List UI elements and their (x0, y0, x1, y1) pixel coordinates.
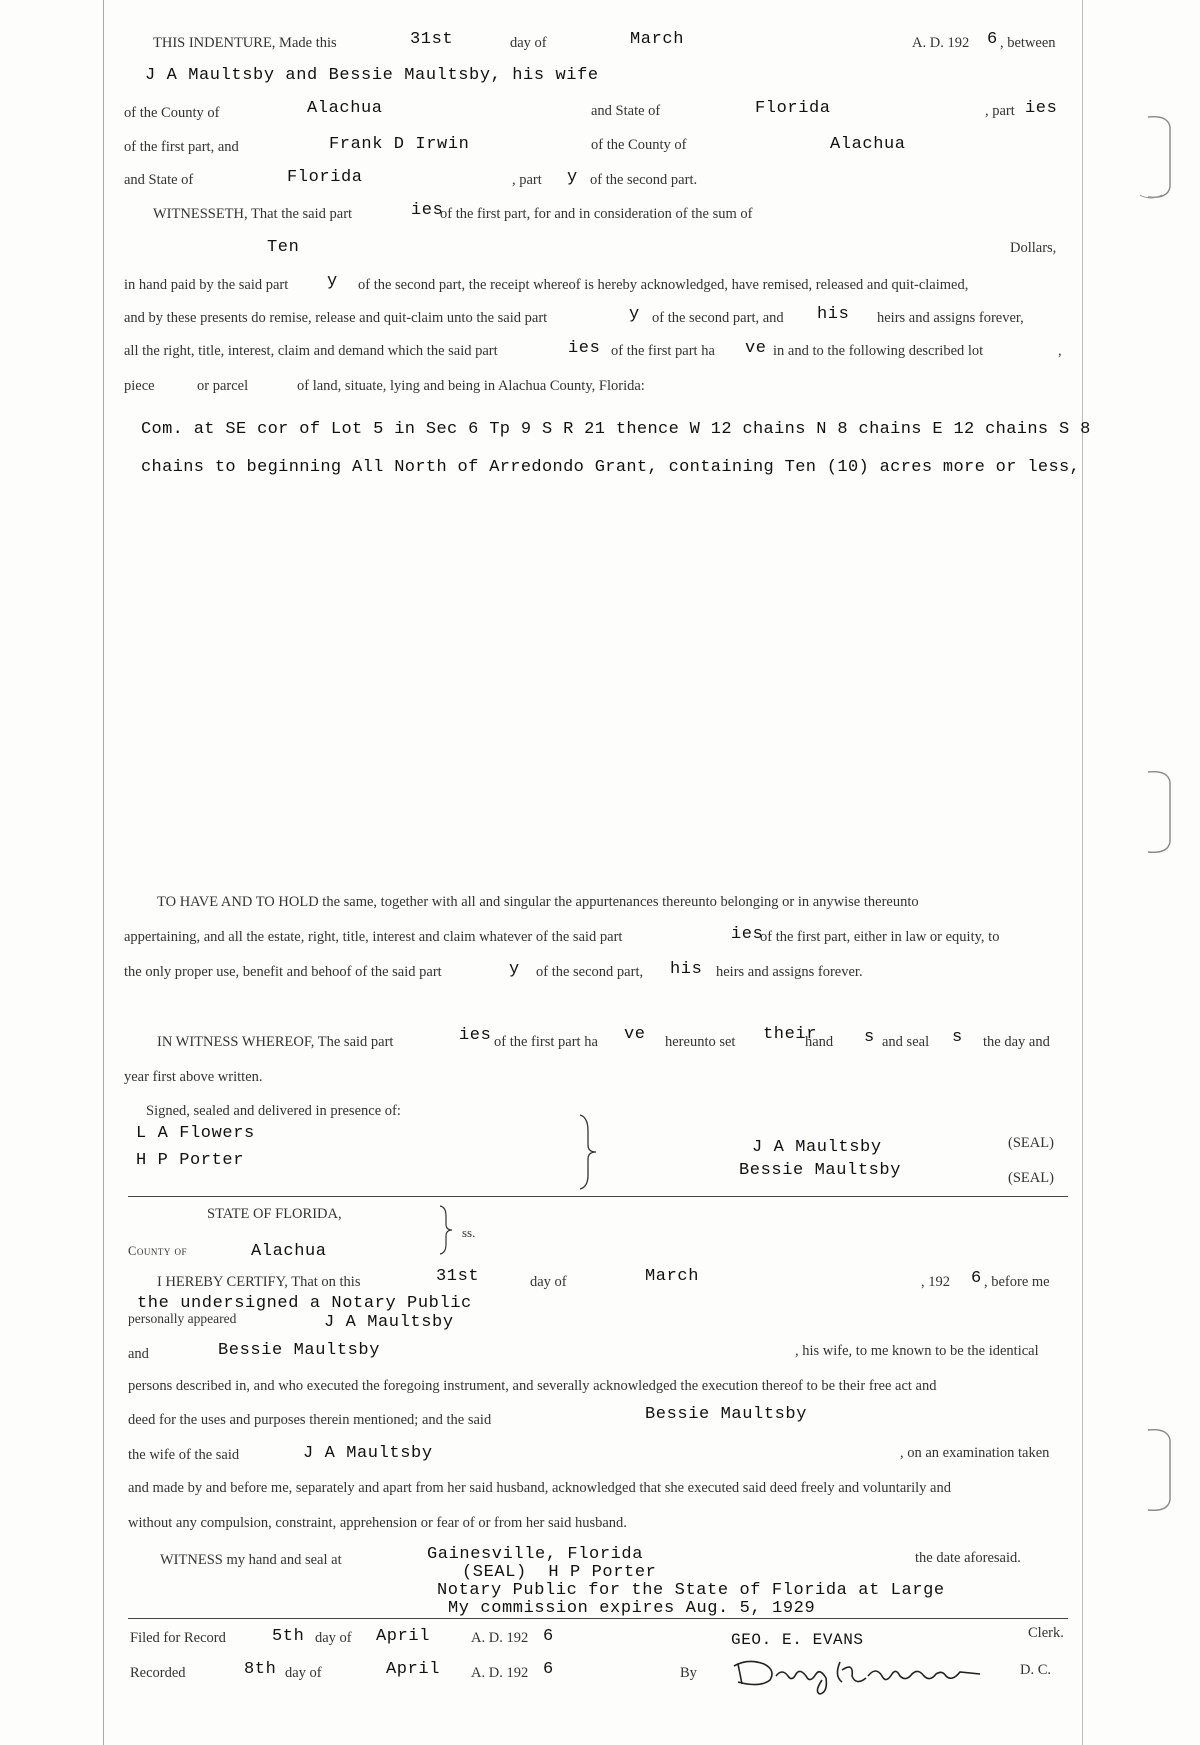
witness-clause-d: hand (805, 1034, 834, 1050)
witnesseth-l1-fill: ies (411, 201, 444, 220)
ack-commission: My commission expires Aug. 5, 1929 (448, 1599, 816, 1618)
habendum-l2a: appertaining, and all the estate, right, title, interest and claim whatever of the said part (124, 929, 623, 945)
filed-ad: A. D. 192 (471, 1630, 529, 1646)
witness-clause-fill2: ve (624, 1025, 646, 1044)
witnesseth-l4a: and by these presents do remise, release and quit-claim unto the said part (124, 310, 548, 326)
ack-year-digit: 6 (971, 1269, 982, 1288)
filed-day: 5th (272, 1627, 305, 1646)
filed-year-digit: 6 (543, 1627, 554, 1646)
ack-wife-name: Bessie Maultsby (645, 1405, 808, 1424)
part-label-1: , part (985, 103, 1015, 119)
ack-l5: deed for the uses and purposes therein mentioned; and the said (128, 1412, 492, 1428)
witnesseth-l5b: of the first part ha (611, 343, 715, 359)
habendum-l2-fill: ies (731, 925, 764, 944)
left-margin-line (103, 0, 104, 1745)
ack-notary-line: Notary Public for the State of Florida at Large (437, 1581, 945, 1600)
ack-seal-line: (SEAL) H P Porter (462, 1563, 657, 1582)
witness-clause-fill1: ies (459, 1026, 492, 1045)
and-state-label: and State of (591, 103, 661, 119)
witnesseth-l3-fill: y (327, 272, 338, 291)
ack-ss: ss. (462, 1225, 476, 1240)
witness-clause-fill4: s (864, 1028, 875, 1047)
witness-clause-fill5: s (952, 1028, 963, 1047)
witness-clause-b: of the first part ha (494, 1034, 598, 1050)
ack-his-wife: , his wife, to me known to be the identical (795, 1343, 1039, 1359)
ack-county: Alachua (251, 1242, 327, 1261)
recording-divider (128, 1618, 1068, 1619)
of-county-label-2: of the County of (591, 137, 687, 153)
by-label: By (680, 1665, 697, 1681)
seal-2: (SEAL) (1008, 1170, 1054, 1186)
habendum-l3-fill2: his (670, 960, 703, 979)
part-suffix-1: ies (1025, 99, 1058, 118)
county-1: Alachua (307, 99, 383, 118)
of-county-label: of the County of (124, 105, 220, 121)
ack-and: and (128, 1346, 149, 1362)
acknowledgment-divider (128, 1196, 1068, 1197)
grantors: J A Maultsby and Bessie Maultsby, his wife (145, 66, 599, 85)
state-1: Florida (755, 99, 831, 118)
signed-in-presence: Signed, sealed and delivered in presence of: (146, 1103, 401, 1119)
witnesseth-l6c: of land, situate, lying and being in Alachua County, Florida: (297, 378, 645, 394)
witness-1: L A Flowers (136, 1124, 255, 1143)
ack-county-label: County of (128, 1244, 187, 1258)
witness-2: H P Porter (136, 1151, 245, 1170)
witnesseth-l3a: in hand paid by the said part (124, 277, 289, 293)
clerk-label: Clerk. (1028, 1625, 1064, 1641)
witness-clause-a: IN WITNESS WHEREOF, The said part (157, 1034, 394, 1050)
habendum-l3-fill: y (509, 960, 520, 979)
county-2: Alachua (830, 135, 906, 154)
ack-l7: and made by and before me, separately and apart from her said husband, acknowledged that she executed said deed freely and voluntarily and (128, 1480, 951, 1496)
recorded-ad: A. D. 192 (471, 1665, 529, 1681)
witnesseth-l4c: heirs and assigns forever, (877, 310, 1024, 326)
witness-clause-l2: year first above written. (124, 1069, 263, 1085)
witnesseth-l3b: of the second part, the receipt whereof is hereby acknowledged, have remised, released and quit-claimed, (358, 277, 969, 293)
ack-certify: I HEREBY CERTIFY, That on this (157, 1274, 361, 1290)
grantee: Frank D Irwin (329, 135, 470, 154)
witnesseth-l4b: of the second part, and (652, 310, 784, 326)
ack-officer: the undersigned a Notary Public (137, 1294, 472, 1313)
ss-brace (438, 1204, 456, 1256)
habendum-l1: TO HAVE AND TO HOLD the same, together with all and singular the appurtenances thereunto belonging or in anywise thereunto (157, 894, 919, 910)
ack-l4: persons described in, and who executed the foregoing instrument, and severally acknowledged the execution thereof to be their free act and (128, 1378, 937, 1394)
witnesseth-l5d: , (1058, 343, 1062, 359)
seal-1: (SEAL) (1008, 1135, 1054, 1151)
indenture-intro: THIS INDENTURE, Made this (153, 35, 337, 51)
ack-date-aforesaid: the date aforesaid. (915, 1550, 1021, 1566)
ack-exam: , on an examination taken (900, 1445, 1050, 1461)
witness-clause-f: the day and (983, 1034, 1050, 1050)
witnesseth-l4-fill2: his (817, 305, 850, 324)
recorded-month: April (386, 1660, 441, 1679)
signer-1: J A Maultsby (752, 1138, 882, 1157)
witnesseth-l6a: piece (124, 378, 155, 394)
recorded-label: Recorded (130, 1665, 186, 1681)
recorded-year-digit: 6 (543, 1660, 554, 1679)
witness-clause-fill3: their (763, 1025, 818, 1044)
and-state-label-2: and State of (124, 172, 194, 188)
indenture-month: March (630, 30, 685, 49)
filed-day-of: day of (315, 1630, 352, 1646)
binder-tab-middle (1140, 770, 1180, 860)
deputy-clerk-signature (730, 1648, 990, 1698)
witnesseth-l5c: in and to the following described lot (773, 343, 984, 359)
dollars-label: Dollars, (1010, 240, 1057, 256)
clerk-name: GEO. E. EVANS (731, 1631, 864, 1649)
legal-description-line-2: chains to beginning All North of Arredondo Grant, containing Ten (10) acres more or less, (141, 458, 1081, 477)
ack-l8: without any compulsion, constraint, apprehension or fear of or from her said husband. (128, 1515, 627, 1531)
ack-witness-hand: WITNESS my hand and seal at (160, 1552, 342, 1568)
habendum-l3a: the only proper use, benefit and behoof of the said part (124, 964, 442, 980)
witnesseth-l4-fill: y (629, 305, 640, 324)
recorded-day: 8th (244, 1660, 277, 1679)
part-label-2: , part (512, 172, 542, 188)
ack-month: March (645, 1267, 700, 1286)
first-part-and: of the first part, and (124, 139, 239, 155)
witnesseth-l1b: of the first part, for and in consideration of the sum of (440, 206, 753, 222)
filed-month: April (376, 1627, 431, 1646)
ack-person-1: J A Maultsby (324, 1313, 454, 1332)
witnesseth-l6b: or parcel (197, 378, 249, 394)
indenture-year-digit: 6 (987, 30, 998, 49)
filed-label: Filed for Record (130, 1630, 226, 1646)
ack-year: , 192 (921, 1274, 950, 1290)
consideration-amount: Ten (267, 238, 300, 257)
deputy-clerk-label: D. C. (1020, 1662, 1052, 1678)
legal-description-line-1: Com. at SE cor of Lot 5 in Sec 6 Tp 9 S R 21 thence W 12 chains N 8 chains E 12 chains S 8 (141, 420, 1091, 439)
ack-day: 31st (436, 1267, 480, 1286)
witness-clause-e: and seal (882, 1034, 930, 1050)
indenture-day: 31st (410, 30, 454, 49)
indenture-day-of: day of (510, 35, 547, 51)
witnesseth-l5-fill: ies (568, 339, 601, 358)
witness-clause-c: hereunto set (665, 1034, 736, 1050)
second-part: of the second part. (590, 172, 698, 188)
witnesseth-l5-fill2: ve (745, 339, 767, 358)
binder-tab-top (1140, 115, 1180, 205)
state-2: Florida (287, 168, 363, 187)
recorded-day-of: day of (285, 1665, 322, 1681)
witnesseth-l5a: all the right, title, interest, claim and demand which the said part (124, 343, 498, 359)
ack-place: Gainesville, Florida (427, 1545, 644, 1564)
ack-state: STATE OF FLORIDA, (207, 1206, 342, 1222)
ack-before-me: , before me (984, 1274, 1050, 1290)
signer-2: Bessie Maultsby (739, 1161, 902, 1180)
habendum-l2b: of the first part, either in law or equity, to (760, 929, 1000, 945)
right-edge-line (1082, 0, 1083, 1745)
indenture-ad: A. D. 192 (912, 35, 970, 51)
part-suffix-2: y (567, 168, 578, 187)
indenture-between: , between (1000, 35, 1056, 51)
habendum-l3c: heirs and assigns forever. (716, 964, 863, 980)
ack-husband: J A Maultsby (303, 1444, 433, 1463)
ack-person-2: Bessie Maultsby (218, 1341, 381, 1360)
binder-tab-bottom (1140, 1428, 1180, 1518)
ack-personally: personally appeared (128, 1311, 237, 1326)
habendum-l3b: of the second part, (536, 964, 644, 980)
witnesseth-l1a: WITNESSETH, That the said part (153, 206, 353, 222)
ack-wife-of: the wife of the said (128, 1447, 240, 1463)
signature-brace (578, 1113, 600, 1191)
ack-day-of: day of (530, 1274, 567, 1290)
